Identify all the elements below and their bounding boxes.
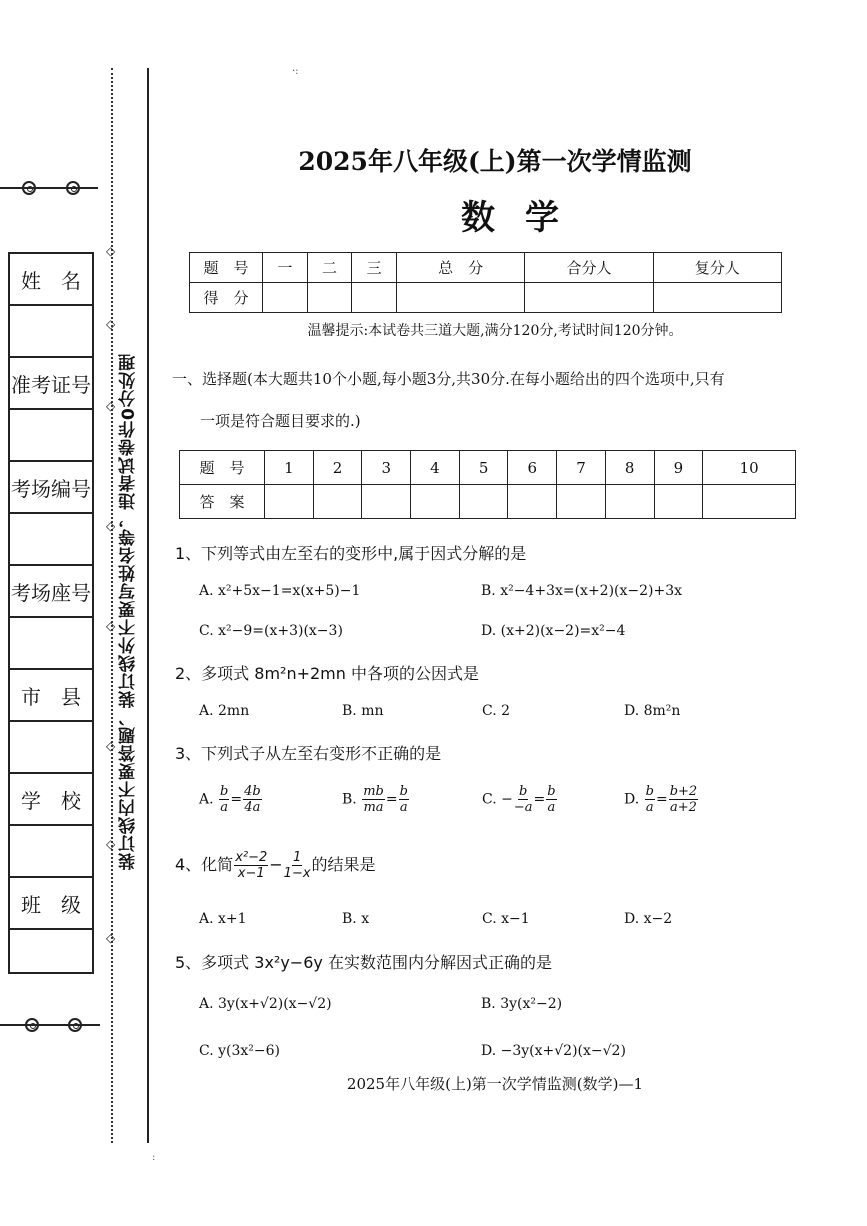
answer-table	[179, 450, 796, 519]
student-info-box	[8, 252, 94, 974]
option-letter: C.	[482, 791, 497, 808]
exam-id-field[interactable]	[10, 410, 92, 462]
answer-cell[interactable]	[508, 485, 557, 519]
score-header-cell: 总 分	[396, 253, 524, 283]
fraction: $\frac{mb}{ma}$	[363, 784, 384, 815]
score-cell[interactable]	[525, 283, 653, 313]
question-4-stem: 4、化简 $\frac{\text{x²−2}}{x-1}$ − $\frac{1}{1-x}$ 的结果是	[175, 850, 376, 881]
score-header-cell: 题 号	[190, 253, 263, 283]
city-county-field[interactable]	[10, 722, 92, 774]
fraction: $\frac{b}{a}$	[547, 784, 556, 815]
question-4-option-d: D. x−2	[624, 911, 673, 927]
city-county-label: 市 县	[10, 670, 92, 722]
school-label: 学 校	[10, 774, 92, 826]
option-letter: A.	[199, 791, 214, 808]
section1-heading-line2: 一项是符合题目要求的.)	[200, 412, 361, 430]
answer-number-cell: 7	[557, 451, 606, 485]
score-cell[interactable]	[307, 283, 352, 313]
fraction: $\frac{b}{a}$	[220, 784, 229, 815]
exam-tip: 温馨提示:本试卷共三道大题,满分120分,考试时间120分钟。	[307, 323, 683, 339]
answer-row-label: 答 案	[180, 485, 265, 519]
scan-speck: :	[152, 1152, 156, 1163]
question-3-option-a: A. $\frac{b}{a}$ = $\frac{4b}{4a}$	[199, 784, 261, 815]
answer-number-cell: 5	[459, 451, 508, 485]
subject-title: 数学	[461, 198, 589, 238]
question-2-stem: 2、多项式 8m²n+2mn 中各项的公因式是	[175, 664, 479, 683]
score-cell[interactable]	[653, 283, 781, 313]
option-letter: D.	[624, 791, 640, 808]
score-cell[interactable]	[263, 283, 308, 313]
name-label: 姓 名	[10, 254, 92, 306]
room-number-field[interactable]	[10, 514, 92, 566]
question-2-option-c: C. 2	[482, 703, 511, 719]
question-4-option-a: A. x+1	[199, 911, 247, 927]
binding-dotted-line	[111, 68, 113, 1143]
answer-cell[interactable]	[557, 485, 606, 519]
binding-ring-icon	[66, 181, 80, 195]
score-cell[interactable]	[352, 283, 397, 313]
binding-ring-icon	[68, 1018, 82, 1032]
section1-heading-line1: 一、选择题(本大题共10个小题,每小题3分,共30分.在每小题给出的四个选项中,只有	[172, 370, 725, 388]
answer-header-label: 题 号	[180, 451, 265, 485]
score-header-cell: 合分人	[525, 253, 653, 283]
question-3-option-b: B. $\frac{mb}{ma}$ = $\frac{b}{a}$	[342, 784, 408, 815]
question-4-option-c: C. x−1	[482, 911, 530, 927]
answer-number-cell: 1	[265, 451, 314, 485]
question-1-option-b: B. x²−4+3x=(x+2)(x−2)+3x	[481, 583, 683, 599]
top-binding-line	[0, 187, 98, 189]
question-2-option-d: D. 8m²n	[624, 703, 681, 719]
fraction: $\frac{\text{x²−2}}{x-1}$	[235, 850, 268, 881]
fraction: $\frac{b}{a}$	[399, 784, 408, 815]
bottom-binding-line	[0, 1024, 100, 1026]
answer-cell[interactable]	[411, 485, 460, 519]
fraction: $\frac{b}{a}$	[645, 784, 654, 815]
answer-number-cell: 9	[654, 451, 703, 485]
question-1-option-d: D. (x+2)(x−2)=x²−4	[481, 623, 626, 639]
answer-cell[interactable]	[313, 485, 362, 519]
score-row-label: 得 分	[190, 283, 263, 313]
score-header-cell: 三	[352, 253, 397, 283]
answer-number-cell: 3	[362, 451, 411, 485]
answer-cell[interactable]	[265, 485, 314, 519]
diamond-mark-icon: ◇	[106, 317, 116, 331]
binding-ring-icon	[25, 1018, 39, 1032]
diamond-mark-icon: ◇	[106, 244, 116, 258]
exam-title: 2025年八年级(上)第一次学情监测	[298, 147, 692, 176]
question-1-stem: 1、下列等式由左至右的变形中,属于因式分解的是	[175, 544, 527, 563]
question-3-stem: 3、下列式子从左至右变形不正确的是	[175, 744, 442, 763]
answer-cell[interactable]	[703, 485, 796, 519]
score-header-cell: 二	[307, 253, 352, 283]
question-2-option-b: B. mn	[342, 703, 384, 719]
question-2-option-a: A. 2mn	[199, 703, 250, 719]
class-field[interactable]	[10, 930, 92, 972]
fraction: $\frac{b}{-a}$	[513, 784, 533, 815]
scan-speck: ·:	[292, 66, 299, 77]
name-field[interactable]	[10, 306, 92, 358]
diamond-mark-icon: ◇	[106, 837, 116, 851]
answer-cell[interactable]	[362, 485, 411, 519]
room-number-label: 考场编号	[10, 462, 92, 514]
fraction: $\frac{4b}{4a}$	[244, 784, 261, 815]
score-table	[189, 252, 782, 313]
diamond-mark-icon: ◇	[106, 519, 116, 533]
seat-number-label: 考场座号	[10, 566, 92, 618]
diamond-mark-icon: ◇	[106, 399, 116, 413]
page-footer: 2025年八年级(上)第一次学情监测(数学)—1	[346, 1075, 644, 1093]
score-header-cell: 复分人	[653, 253, 781, 283]
option-letter: B.	[342, 791, 357, 808]
answer-cell[interactable]	[459, 485, 508, 519]
class-label: 班 级	[10, 878, 92, 930]
seat-number-field[interactable]	[10, 618, 92, 670]
question-3-option-d: D. $\frac{b}{a}$ = $\frac{b+2}{a+2}$	[624, 784, 698, 815]
exam-id-label: 准考证号	[10, 358, 92, 410]
binding-solid-line	[147, 68, 149, 1143]
diamond-mark-icon: ◇	[106, 739, 116, 753]
answer-number-cell: 6	[508, 451, 557, 485]
fraction: $\frac{1}{1-x}$	[283, 850, 311, 881]
question-5-option-d: D. −3y(x+√2)(x−√2)	[481, 1043, 626, 1059]
question-5-option-b: B. 3y(x²−2)	[481, 996, 563, 1012]
answer-number-cell: 8	[605, 451, 654, 485]
diamond-mark-icon: ◇	[106, 931, 116, 945]
score-header-cell: 一	[263, 253, 308, 283]
question-3-option-c: C. − $\frac{b}{-a}$ = $\frac{b}{a}$	[482, 784, 556, 815]
minus-sign: −	[501, 791, 513, 808]
answer-cell[interactable]	[605, 485, 654, 519]
binding-ring-icon	[22, 181, 36, 195]
school-field[interactable]	[10, 826, 92, 878]
fraction: $\frac{b+2}{a+2}$	[669, 784, 698, 815]
answer-cell[interactable]	[654, 485, 703, 519]
question-5-stem: 5、多项式 3x²y−6y 在实数范围内分解因式正确的是	[175, 953, 552, 972]
answer-number-cell: 4	[411, 451, 460, 485]
score-cell[interactable]	[396, 283, 524, 313]
binding-warning: 装订线内不要答题、装订线外不要写姓名等，违者试卷作0分处理	[119, 353, 139, 870]
diamond-mark-icon: ◇	[106, 619, 116, 633]
question-4-option-b: B. x	[342, 911, 370, 927]
question-1-option-c: C. x²−9=(x+3)(x−3)	[199, 623, 343, 639]
question-5-option-a: A. 3y(x+√2)(x−√2)	[199, 996, 332, 1012]
answer-number-cell: 2	[313, 451, 362, 485]
question-1-option-a: A. x²+5x−1=x(x+5)−1	[199, 583, 361, 599]
question-5-option-c: C. y(3x²−6)	[199, 1043, 280, 1059]
answer-number-cell: 10	[703, 451, 796, 485]
